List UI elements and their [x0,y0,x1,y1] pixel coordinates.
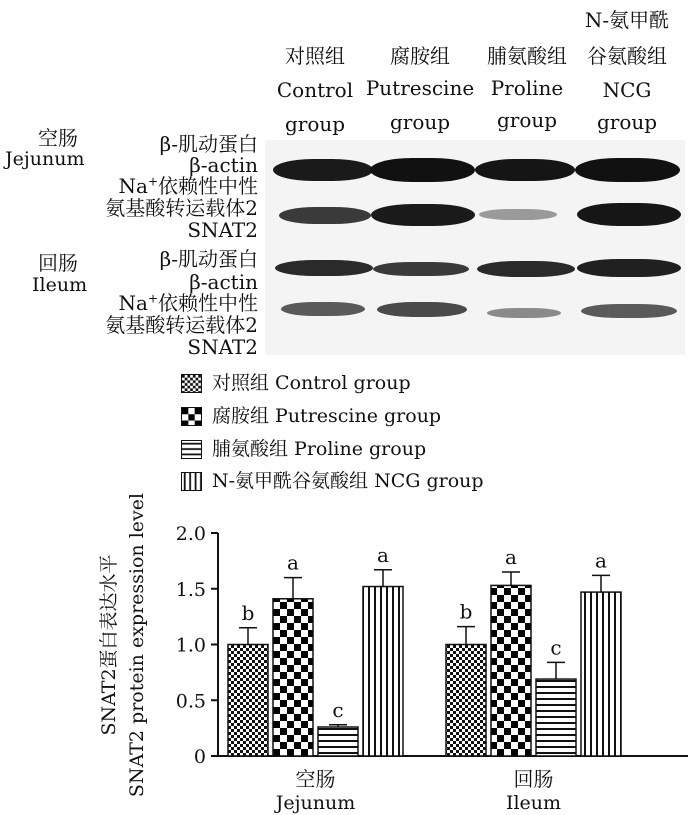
y-tick-label: 0.5 [175,690,206,713]
jejunum-snat-en: SNAT2 [187,218,258,242]
band-ileum-snat2-ncg [581,304,677,318]
bar [536,679,576,756]
bar [318,727,358,756]
significance-letter: b [459,599,473,624]
y-tick-label: 0 [193,746,206,768]
ileum-snat-line2: 氨基酸转运载体2 [105,313,258,337]
jejunum-snat-line1: Na+依赖性中性 [118,174,258,198]
column-header-ncg-top: N-氨甲酰 [584,8,670,32]
band-ileum-actin-putrescine [373,262,469,276]
jejunum-snat-line2: 氨基酸转运载体2 [105,196,258,220]
x-tick-label-en: Jejunum [275,792,356,814]
column-header-putrescine-zh: 腐胺组 [390,44,450,68]
x-tick-label-zh: 空肠 [295,767,336,791]
bar [446,645,486,757]
legend-swatch-putrescine [181,407,202,426]
band-ileum-actin-control [275,260,373,276]
significance-letter: c [550,635,562,660]
band-jejunum-actin-proline [475,159,575,181]
y-tick-label: 1.0 [175,634,206,657]
chart-axes [176,523,688,814]
legend-swatch-control [181,374,202,393]
y-axis-title-zh: SNAT2蛋白表达水平 [98,554,120,736]
bar [273,599,313,756]
jejunum-label-en: Jejunum [5,148,85,170]
column-header-ncg-zh: 谷氨酸组 [587,44,667,68]
band-jejunum-snat2-putrescine [371,204,475,226]
column-header-putrescine-group: group [389,110,451,134]
ileum-label-en: Ileum [32,274,88,296]
legend-label-ncg: N-氨甲酰谷氨酸组 NCG group [212,470,484,492]
ileum-snat-en: SNAT2 [187,335,258,359]
bar [491,585,531,756]
legend-label-proline: 脯氨酸组 Proline group [212,438,427,460]
ileum-snat-line1: Na+依赖性中性 [118,291,258,315]
legend-swatch-proline [181,440,202,459]
legend-label-control: 对照组 Control group [212,372,411,394]
significance-letter: a [595,548,607,573]
band-jejunum-actin-control [273,159,373,181]
column-header-proline-zh: 脯氨酸组 [487,44,567,68]
band-jejunum-actin-ncg [575,158,680,182]
band-ileum-snat2-putrescine [377,302,467,317]
jejunum-actin-en: β-actin [189,153,258,177]
ileum-label-zh: 回肠 [38,251,78,275]
jejunum-label-zh: 空肠 [38,126,78,150]
legend-label-putrescine: 腐胺组 Putrescine group [212,405,442,427]
legend-swatch-ncg [181,472,202,491]
band-jejunum-snat2-ncg [577,203,681,226]
band-ileum-actin-proline [477,261,575,277]
chart-bars [228,543,621,756]
ileum-actin-zh: β-肌动蛋白 [159,247,258,271]
band-ileum-actin-ncg [577,259,681,277]
bar [363,587,403,756]
band-jejunum-actin-putrescine [370,158,475,182]
bar [228,645,268,757]
column-header-ncg-en: NCG [602,78,652,102]
significance-letter: b [241,600,255,625]
significance-letter: a [505,545,517,570]
significance-letter: a [287,550,299,575]
jejunum-actin-zh: β-肌动蛋白 [159,132,258,156]
ileum-actin-en: β-actin [189,270,258,294]
column-header-putrescine-en: Putrescine [365,76,475,100]
band-ileum-snat2-proline [487,308,561,318]
column-header-proline-en: Proline [490,76,564,100]
column-header-ncg-group: group [596,110,658,134]
significance-letter: c [332,697,344,722]
significance-letter: a [377,542,389,567]
column-header-control-en: Control [276,78,354,102]
y-tick-label: 2.0 [175,523,206,545]
y-tick-label: 1.5 [175,578,206,601]
y-axis-title-en: SNAT2 protein expression level [126,492,148,798]
x-tick-label-zh: 回肠 [513,767,554,791]
column-header-control-group: group [284,112,346,136]
bar [581,592,621,756]
x-tick-label-en: Ileum [505,792,562,814]
column-header-control-zh: 对照组 [285,44,345,68]
blot-image [265,140,685,355]
column-header-proline-group: group [496,108,558,132]
band-jejunum-snat2-control [279,207,371,224]
band-jejunum-snat2-proline [479,209,557,220]
band-ileum-snat2-control [281,302,365,316]
